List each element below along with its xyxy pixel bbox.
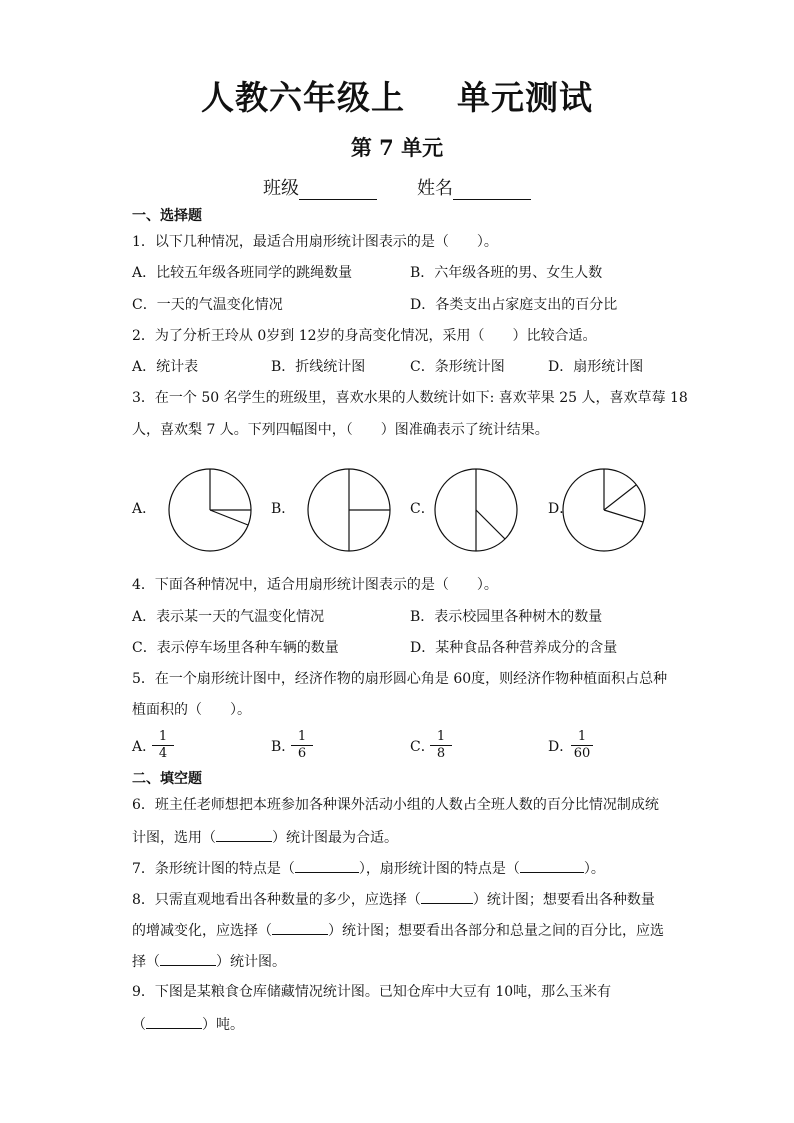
title-right: 单元测试 — [457, 78, 593, 117]
q3-pie-d — [560, 466, 648, 554]
q3-stem-line1: 3．在一个 50 名学生的班级里，喜欢水果的人数统计如下: 喜欢苹果 25 人，喜欢草莓 18 — [132, 390, 688, 406]
q1-option-c: C．一天的气温变化情况 — [132, 297, 283, 313]
q5-stem-line2: 植面积的（ ）。 — [132, 702, 251, 718]
q5-stem-line1: 5．在一个扇形统计图中，经济作物的扇形圆心角是 60度，则经济作物种植面积占总种 — [132, 671, 668, 687]
unit-title: 第 7 单元 — [350, 135, 444, 160]
q3-pie-c — [432, 466, 520, 554]
q3-label-d: D． — [548, 501, 574, 517]
title-left: 人教六年级上 — [201, 78, 405, 117]
q2-option-a: A．统计表 — [132, 359, 199, 375]
q5-option-b-label: B． — [271, 739, 296, 755]
q3-label-b: B． — [271, 501, 296, 517]
student-info — [0, 174, 794, 200]
class-label: 班级 — [263, 178, 299, 199]
q4-option-c: C．表示停车场里各种车辆的数量 — [132, 640, 339, 656]
q2-stem: 2．为了分析王玲从 0岁到 12岁的身高变化情况，采用（ ）比较合适。 — [132, 328, 597, 344]
q9-line1: 9．下图是某粮食仓库储藏情况统计图。已知仓库中大豆有 10吨，那么玉米有 — [132, 984, 612, 1000]
q3-pie-b — [305, 466, 393, 554]
worksheet-title — [0, 72, 794, 119]
name-label: 姓名 — [417, 178, 453, 199]
q5-option-c-label: C． — [410, 739, 435, 755]
q2-option-d: D．扇形统计图 — [548, 359, 644, 375]
q9-blank[interactable] — [146, 1014, 202, 1029]
q4-option-b: B．表示校园里各种树木的数量 — [410, 609, 603, 625]
q3-label-a: A． — [132, 501, 157, 517]
q8-line2: 的增减变化，应选择（ ）统计图；想要看出各部分和总量之间的百分比，应选 — [132, 920, 664, 940]
q2-option-c: C．条形统计图 — [410, 359, 505, 375]
q6-line1: 6．班主任老师想把本班参加各种课外活动小组的人数占全班人数的百分比情况制成统 — [132, 797, 659, 813]
q8-line1: 8．只需直观地看出各种数量的多少，应选择（ ）统计图；想要看出各种数量 — [132, 889, 655, 909]
section-heading-choice: 一、选择题 — [132, 208, 202, 224]
q1-option-a: A．比较五年级各班同学的跳绳数量 — [132, 265, 353, 281]
q3-stem-line2: 人，喜欢梨 7 人。下列四幅图中，（ ）图准确表示了统计结果。 — [132, 422, 549, 438]
class-blank[interactable] — [299, 181, 377, 200]
name-blank[interactable] — [453, 181, 531, 200]
q3-label-c: C． — [410, 501, 435, 517]
q9-line2: （ ）吨。 — [132, 1014, 244, 1034]
q7-blank-2[interactable] — [520, 858, 584, 873]
q1-option-d: D．各类支出占家庭支出的百分比 — [410, 297, 618, 313]
q6-blank[interactable] — [216, 827, 272, 842]
section-heading-fill: 二、填空题 — [132, 771, 202, 787]
q8-line3: 择（ ）统计图。 — [132, 951, 286, 971]
q8-blank-3[interactable] — [160, 951, 216, 966]
q5-option-d-fraction: $\frac{1}{60}$ — [571, 730, 593, 761]
q7-line: 7．条形统计图的特点是（ ），扇形统计图的特点是（ ）。 — [132, 858, 605, 878]
q5-option-a-label: A． — [132, 739, 157, 755]
q6-line2: 计图，选用（ ）统计图最为合适。 — [132, 827, 398, 847]
q1-option-b: B．六年级各班的男、女生人数 — [410, 265, 603, 281]
q1-stem: 1．以下几种情况，最适合用扇形统计图表示的是（ ）。 — [132, 234, 498, 250]
q4-option-a: A．表示某一天的气温变化情况 — [132, 609, 325, 625]
q7-blank-1[interactable] — [295, 858, 359, 873]
q5-option-c-fraction: $\frac{1}{8}$ — [430, 730, 452, 761]
q8-blank-2[interactable] — [272, 920, 328, 935]
q2-option-b: B．折线统计图 — [271, 359, 366, 375]
q3-pie-a — [166, 466, 254, 554]
q8-blank-1[interactable] — [421, 889, 473, 904]
q4-stem: 4．下面各种情况中，适合用扇形统计图表示的是（ ）。 — [132, 577, 498, 593]
q5-option-d-label: D． — [548, 739, 574, 755]
q5-option-b-fraction: $\frac{1}{6}$ — [291, 730, 313, 761]
q5-option-a-fraction: $\frac{1}{4}$ — [152, 730, 174, 761]
q4-option-d: D．某种食品各种营养成分的含量 — [410, 640, 618, 656]
